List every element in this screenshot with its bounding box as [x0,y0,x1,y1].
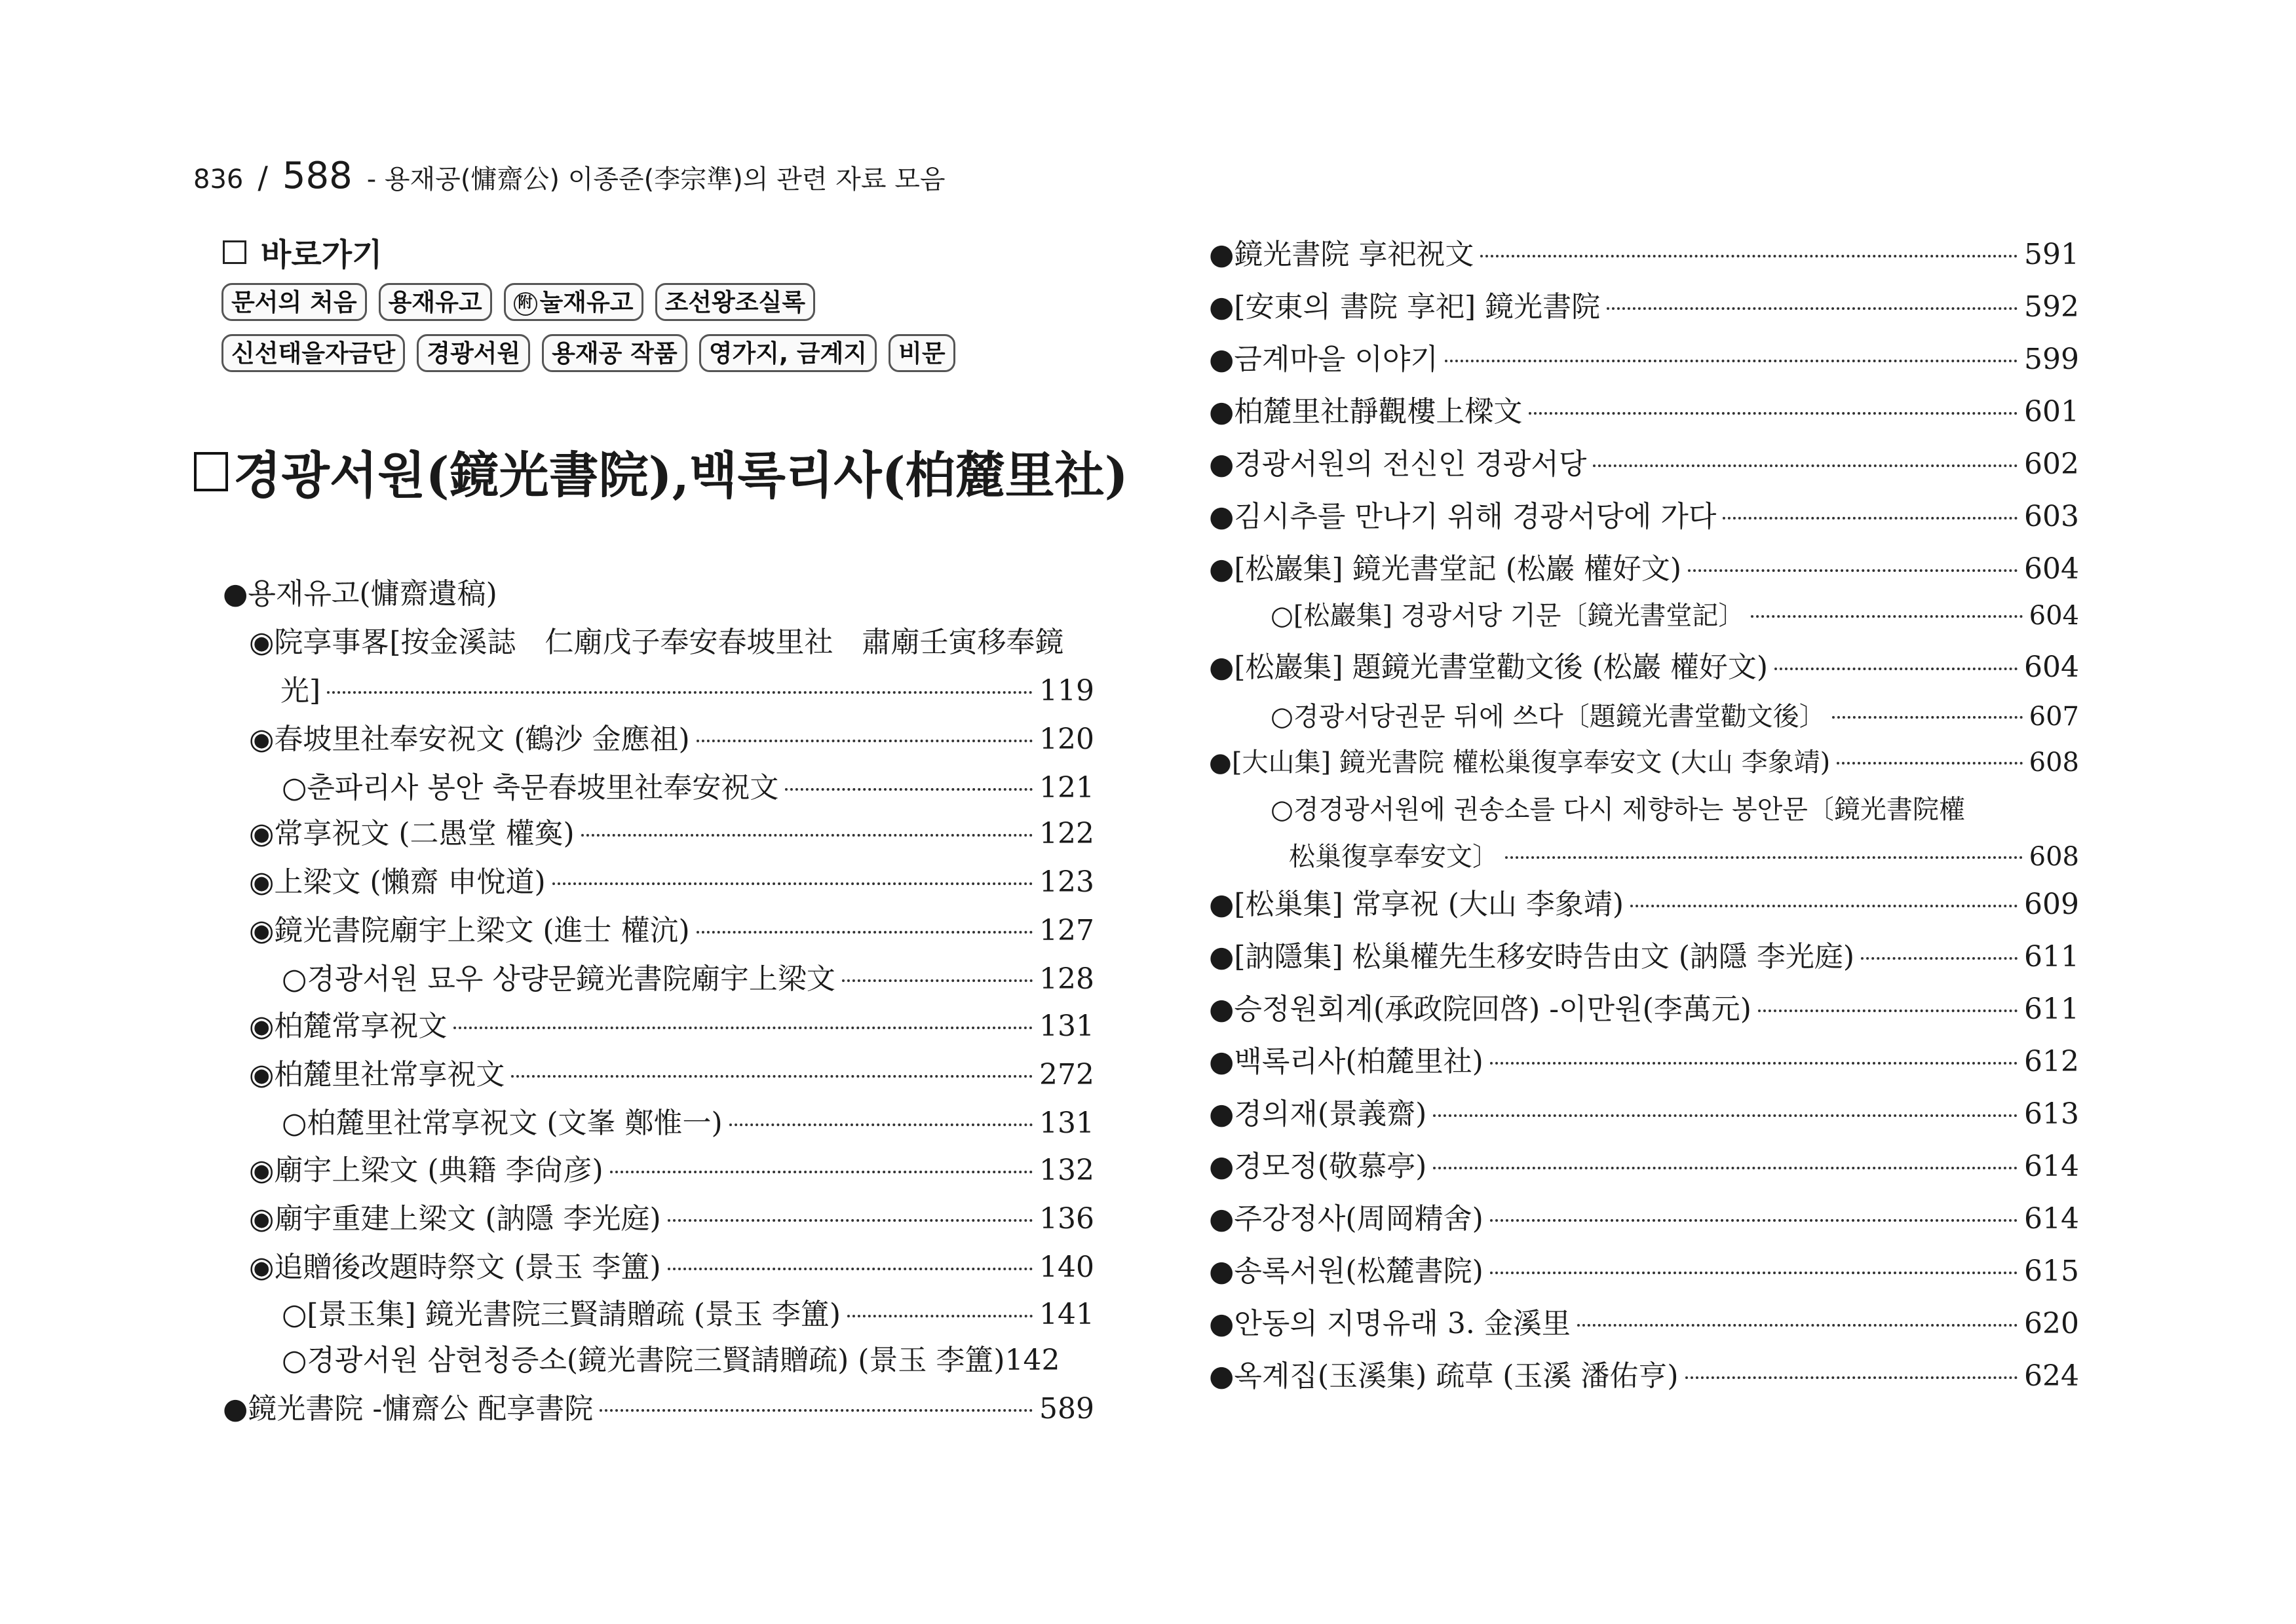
toc-entry[interactable]: ●鏡光書院 -慵齋公 配享書院 589 [223,1392,1094,1426]
leader-dots [610,1171,1033,1173]
page-separator: / [258,160,268,195]
toc-entry-text[interactable]: ◉院享事畧[按金溪誌 仁廟戊子奉安春坡里社 肅廟壬寅移奉鏡 [249,626,1064,659]
toc-entry[interactable]: ●송록서원(松麓書院) 615 [1209,1255,2079,1288]
toc-entry[interactable]: ○경광서원 묘우 상량문鏡光書院廟宇上梁文 128 [282,962,1094,996]
toc-entry[interactable]: ○춘파리사 봉안 축문春坡里社奉安祝文 121 [282,771,1094,804]
toc-entry[interactable]: ○[松巖集] 경광서당 기문〔鏡光書堂記〕 604 [1271,601,2079,631]
toc-entry[interactable]: ◉鏡光書院廟宇上梁文 (進士 權沆) 127 [249,914,1094,947]
leader-dots [1685,1376,2018,1379]
leader-dots [600,1409,1033,1412]
toc-entry[interactable]: ●금계마을 이야기 599 [1209,343,2079,376]
checkbox-icon [194,452,228,491]
toc-entry[interactable]: ●김시추를 만나기 위해 경광서당에 가다 603 [1209,500,2079,533]
leader-dots [1723,517,2018,519]
toc-entry[interactable]: ○경광서당권문 뒤에 쓰다〔題鏡光書堂勸文後〕 607 [1271,702,2079,732]
leader-dots [1751,615,2022,618]
toc-entry[interactable]: ●경광서원의 전신인 경광서당 602 [1209,447,2079,481]
toc-entry-text[interactable]: ○경경광서원에 권송소를 다시 제향하는 봉안문〔鏡光書院權 [1271,795,1965,825]
leader-dots [697,931,1033,934]
goto-start-button[interactable]: 문서의 처음 [221,283,367,321]
leader-dots [1832,716,2023,719]
current-page-number: 588 [282,155,353,197]
section-title: 경광서원(鏡光書院),백록리사(柏麓里社) [194,436,1128,507]
checkbox-icon [223,240,246,264]
page-header [193,155,946,200]
appendix-icon: 附 [514,292,537,316]
toc-entry[interactable]: 松巢復享奉安文〕 608 [1289,842,2079,872]
toc-entry[interactable]: ◉常享祝文 (二愚堂 權寏) 122 [249,817,1094,850]
leader-dots [729,1124,1033,1126]
leader-dots [1577,1324,2018,1327]
leader-dots [552,882,1033,885]
goto-gyeonggwang-button[interactable]: 경광서원 [417,334,530,372]
total-pages: 836 [193,164,244,195]
leader-dots [1505,856,2023,859]
toc-entry[interactable]: ●[松巖集] 鏡光書堂記 (松巖 權好文) 604 [1209,552,2079,586]
leader-dots [327,691,1033,694]
toc-entry[interactable]: ◉追贈後改題時祭文 (景玉 李簠) 140 [249,1251,1094,1284]
goto-sillok-button[interactable]: 조선왕조실록 [655,283,815,321]
toc-entry[interactable]: ◉上梁文 (懶齋 申悅道) 123 [249,865,1094,899]
leader-dots [668,1219,1033,1222]
goto-sinseon-button[interactable]: 신선태을자금단 [221,334,405,372]
toc-entry[interactable]: ●경의재(景義齋) 613 [1209,1097,2079,1131]
leader-dots [785,788,1033,791]
toc-heading[interactable]: ●용재유고(慵齋遺稿) [223,577,497,611]
leader-dots [1774,668,2018,670]
leader-dots [847,1315,1033,1317]
toc-entry[interactable]: ●경모정(敬慕亭) 614 [1209,1150,2079,1183]
toc-entry[interactable]: ◉柏麓常享祝文 131 [249,1010,1094,1043]
goto-button-row-2 [221,334,955,372]
leader-dots [453,1027,1033,1029]
goto-button-row-1 [221,283,815,321]
leader-dots [1529,412,2018,415]
toc-entry[interactable]: ●승정원회계(承政院回啓) -이만원(李萬元) 611 [1209,992,2079,1026]
leader-dots [1490,1272,2018,1274]
toc-entry[interactable]: ●[大山集] 鏡光書院 權松巢復享奉安文 (大山 李象靖) 608 [1209,747,2079,778]
leader-dots [1630,905,2018,907]
goto-label: 바로가기 [261,236,383,273]
leader-dots [1445,360,2018,362]
document-title: - 용재공(慵齋公) 이종준(李宗準)의 관련 자료 모음 [366,164,946,195]
toc-entry[interactable]: ●주강정사(周岡精舍) 614 [1209,1202,2079,1236]
leader-dots [1607,307,2018,310]
toc-entry[interactable]: ●[訥隱集] 松巢權先生移安時告由文 (訥隱 李光庭) 611 [1209,940,2079,973]
toc-entry[interactable]: ◉柏麓里社常享祝文 272 [249,1058,1094,1091]
toc-entry[interactable]: ◉廟宇上梁文 (典籍 李尙彦) 132 [249,1154,1094,1187]
toc-entry[interactable]: ●백록리사(柏麓里社) 612 [1209,1045,2079,1078]
leader-dots [1837,762,2022,765]
leader-dots [1688,569,2018,572]
leader-dots [581,834,1033,837]
toc-entry[interactable]: ○[景玉集] 鏡光書院三賢請贈疏 (景玉 李簠) 141 [282,1298,1094,1331]
leader-dots [668,1268,1033,1270]
toc-entry[interactable]: ○柏麓里社常享祝文 (文峯 鄭惟一) 131 [282,1106,1094,1140]
leader-dots [1758,1010,2018,1012]
leader-dots [842,979,1033,982]
leader-dots [1490,1219,2018,1222]
toc-entry[interactable]: ●[安東의 書院 享祀] 鏡光書院 592 [1209,290,2079,324]
leader-dots [697,740,1033,742]
toc-entry[interactable]: ●鏡光書院 享祀祝文 591 [1209,238,2079,271]
toc-entry[interactable]: ●柏麓里社靜觀樓上樑文 601 [1209,395,2079,428]
leader-dots [1433,1167,2018,1169]
toc-entry[interactable]: ●옥계집(玉溪集) 疏草 (玉溪 潘佑亨) 624 [1209,1359,2079,1393]
goto-nuljae-yugo-button[interactable]: 附 눌재유고 [504,283,643,321]
toc-entry[interactable]: ●[松巢集] 常享祝 (大山 李象靖) 609 [1209,888,2079,921]
leader-dots [1433,1114,2018,1117]
toc-entry[interactable]: ●안동의 지명유래 3. 金溪里 620 [1209,1307,2079,1340]
toc-entry[interactable]: 光] 119 [280,674,1094,708]
goto-works-button[interactable]: 용재공 작품 [542,334,687,372]
leader-dots [1490,1062,2018,1065]
toc-entry[interactable]: ◉廟宇重建上梁文 (訥隱 李光庭) 136 [249,1202,1094,1236]
goto-heading [223,229,382,274]
toc-entry[interactable]: ●[松巖集] 題鏡光書堂勸文後 (松巖 權好文) 604 [1209,651,2079,684]
goto-yongjae-yugo-button[interactable]: 용재유고 [379,283,492,321]
toc-entry[interactable]: ◉春坡里社奉安祝文 (鶴沙 金應祖) 120 [249,723,1094,756]
leader-dots [1480,255,2018,257]
toc-entry[interactable]: ○경광서원 삼현청증소(鏡光書院三賢請贈疏) (景玉 李簠) 142 [282,1344,1060,1377]
goto-epitaph-button[interactable]: 비문 [889,334,955,372]
leader-dots [1593,464,2018,467]
goto-yeonggaji-button[interactable]: 영가지, 금계지 [699,334,877,372]
leader-dots [1861,957,2018,960]
leader-dots [511,1075,1033,1078]
